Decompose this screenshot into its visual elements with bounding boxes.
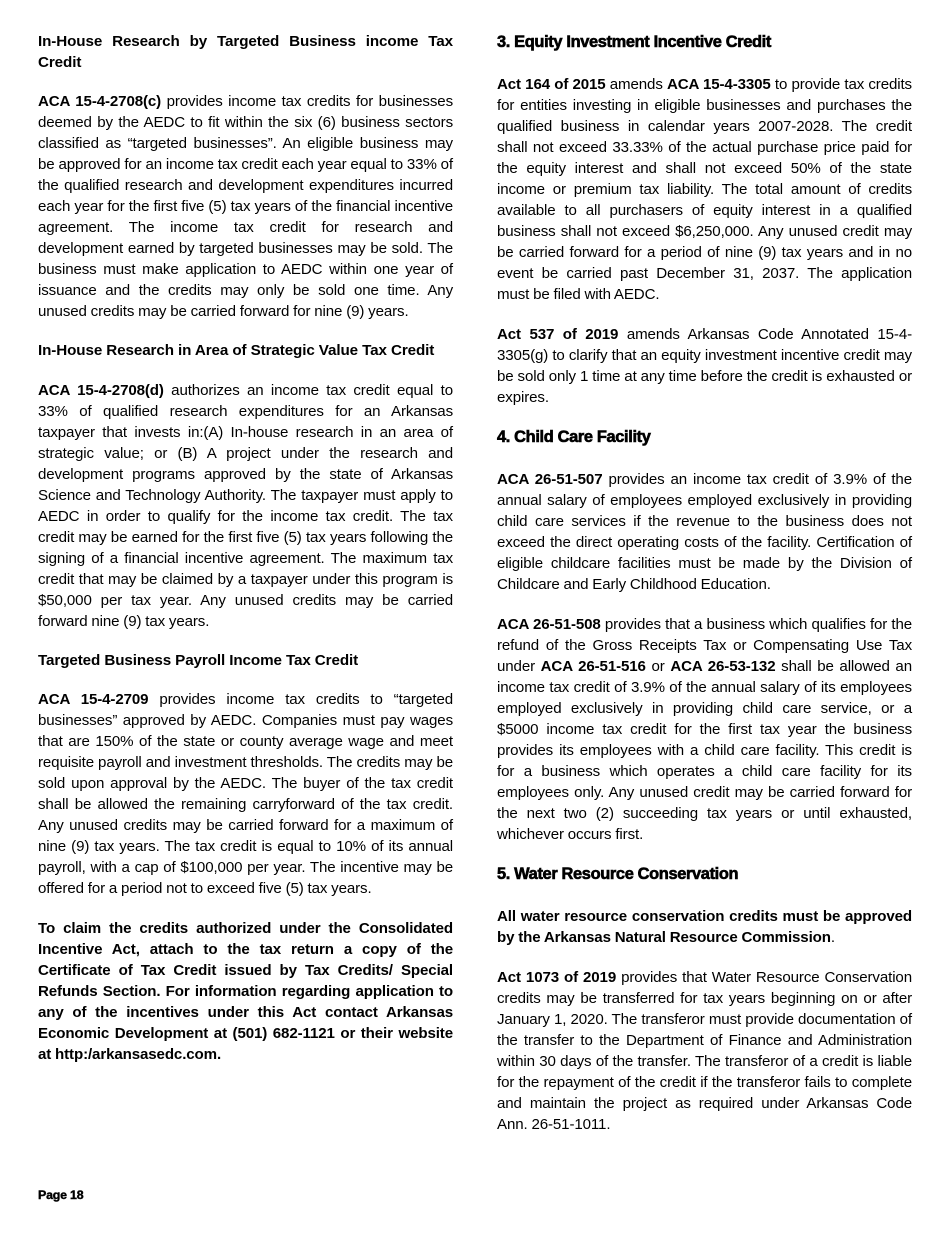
heading-in-house-research-strategic-value: In-House Research in Area of Strategic Value Tax Credit — [38, 342, 435, 359]
act-ref-act-1073-of-2019: Act 1073 of 2019 — [497, 969, 617, 986]
paragraph-body: authorizes an income tax credit equal to 33% of qualified research expenditures for an Arkansas taxpayer that invests in:(A) In-house research in an area of strategic value; or (B) A project under the research and development programs approved by the state of Arkansas Science and Technology Authority. The taxpayer must apply to AEDC in order to qualify for the income tax credit. The tax credit may be earned for the first five (5) tax years following the signing of a financial incentive agreement. The maximum tax credit that may be claimed by a taxpayer under this program is $50,000 per tax year. Any unused credits may be carried forward nine (9) tax years. — [38, 381, 453, 630]
paragraph-aca-15-4-2708c — [38, 91, 453, 322]
paragraph-body: amends Arkansas Code Annotated 15-4-3305(g) to clarify that an equity investment incentive credit may be sold only 1 time at any time before the credit is exhausted or expires. — [497, 326, 912, 406]
statute-ref-aca-26-51-508: ACA 26-51-508 — [497, 616, 601, 633]
heading-4-child-care-facility: 4. Child Care Facility — [497, 428, 651, 446]
paragraph-act-164-of-2015 — [497, 74, 912, 305]
heading-3-equity-investment-incentive-credit: 3. Equity Investment Incentive Credit — [497, 33, 771, 51]
paragraph-body-seg1: provides that a business which qualifies for the refund of the Gross Receipts Tax or Compensating Use Tax under — [497, 616, 913, 675]
paragraph-body: provides an income tax credit of 3.9% of the annual salary of employees employed exclusively in providing child care services if the revenue to the business does not exceed the direct operating costs of the facility. Certification of eligible childcare facilities must be made by the Division of Childcare and Early Childhood Education. — [497, 471, 912, 593]
paragraph-claim-instructions: To claim the credits authorized under the Consolidated Incentive Act, attach to the tax return a copy of the Certificate of Tax Credit issued by Tax Credits/ Special Refunds Section. For information regarding application to any of the incentives under this Act contact Arkansas Economic Development at (501) 682-1121 or their website at http:/arkansasedc.com. — [38, 920, 453, 1063]
paragraph-aca-15-4-2709 — [38, 689, 453, 899]
paragraph-aca-15-4-2708d — [38, 380, 453, 632]
heading-5-water-resource-conservation: 5. Water Resource Conservation — [497, 865, 739, 883]
paragraph-act-1073-of-2019 — [497, 967, 912, 1135]
paragraph-body: . — [830, 929, 835, 946]
paragraph-body: to provide tax credits for entities investing in eligible businesses and purchases the qualified business in calendar years 2007-2028. The credit shall not exceed 33.33% of the actual purchase price paid for the equity interest and shall not exceed 50% of the state income or premium tax liability. The total amount of credits available to all purchasers of equity interest in a qualified business shall not exceed $6,250,000. Any unused credit may be carried forward for a period of nine (9) tax years and in no event be carried past December 31, 2037. The application must be filed with AEDC. — [497, 76, 912, 303]
paragraph-body: provides that Water Resource Conservation credits may be transferred for tax years beginning on or after January 1, 2020. The transferor must provide documentation of the transfer to the Department of Finance and Administration within 30 days of the transfer. The transferor of a credit is liable for the repayment of the credit if the transferor fails to complete and maintain the project as required under Arkansas Code Ann. 26-51-1011. — [497, 969, 912, 1133]
heading-targeted-business-payroll: Targeted Business Payroll Income Tax Credit — [38, 651, 359, 669]
statute-ref-aca-26-53-132: ACA 26-53-132 — [670, 658, 776, 675]
paragraph-body: provides income tax credits for businesses deemed by the AEDC to fit within the six (6) business sectors classified as “targeted businesses”. An eligible business may be approved for an income tax credit each year equal to 33% of the qualified research and development expenditures incurred each year for the first five (5) tax years of the financial incentive agreement. The income tax credit for research and development earned by targeted businesses may be sold. The business must make application to AEDC within one year of issuance and the credits may only be sold one time. Any unused credits may be carried forward for nine (9) years. — [38, 93, 453, 320]
statute-ref-aca-15-4-3305: ACA 15-4-3305 — [666, 76, 771, 93]
act-ref-act-164-of-2015: Act 164 of 2015 — [497, 76, 606, 93]
paragraph-aca-26-51-508 — [497, 614, 912, 845]
left-column — [38, 32, 453, 1167]
page-number-footer: Page 18 — [38, 1188, 84, 1202]
statute-ref-aca-26-51-507: ACA 26-51-507 — [497, 471, 603, 488]
water-approval-bold-text: All water resource conservation credits must be approved by the Arkansas Natural Resource Commission — [497, 908, 912, 946]
paragraph-body: provides income tax credits to “targeted businesses” approved by AEDC. Companies must pay wages that are 150% of the state or county average wage and meet requisite payroll and investment thresholds. The credits may be sold upon approval by the AEDC. The buyer of the tax credit shall be allowed the remaining carryforward of the tax credit. Any unused credits may be carried forward for a maximum of nine (9) tax years. The tax credit is equal to 10% of its annual payroll, with a cap of $100,000 per year. The incentive may be offered for a period not to exceed five (5) tax years. — [38, 691, 454, 897]
statute-ref-aca-15-4-2708d: ACA 15-4-2708(d) — [38, 381, 164, 399]
paragraph-body-mid: amends — [605, 76, 667, 93]
right-column — [497, 32, 912, 1167]
two-column-body — [38, 32, 912, 1167]
statute-ref-aca-15-4-2709: ACA 15-4-2709 — [38, 691, 149, 708]
paragraph-act-537-of-2019 — [497, 324, 912, 408]
paragraph-body-seg2: or — [645, 658, 671, 675]
act-ref-act-537-of-2019: Act 537 of 2019 — [497, 326, 619, 343]
paragraph-water-credit-approval — [497, 906, 912, 948]
heading-in-house-research-targeted-business: In-House Research by Targeted Business income Tax Credit — [38, 33, 453, 71]
paragraph-body: shall be allowed an income tax credit of 3.9% of the annual salary of its employees employed exclusively in providing child care service, or a $5000 income tax credit for the first tax year the business provides its employees with a child care facility. This credit is for a business which operates a child care facility for its employees only. Any unused credit may be carried forward for the next two (2) succeeding tax years or until exhausted, whichever occurs first. — [497, 658, 912, 843]
statute-ref-aca-26-51-516: ACA 26-51-516 — [540, 658, 646, 675]
statute-ref-aca-15-4-2708c: ACA 15-4-2708(c) — [38, 93, 162, 110]
paragraph-aca-26-51-507 — [497, 469, 912, 595]
